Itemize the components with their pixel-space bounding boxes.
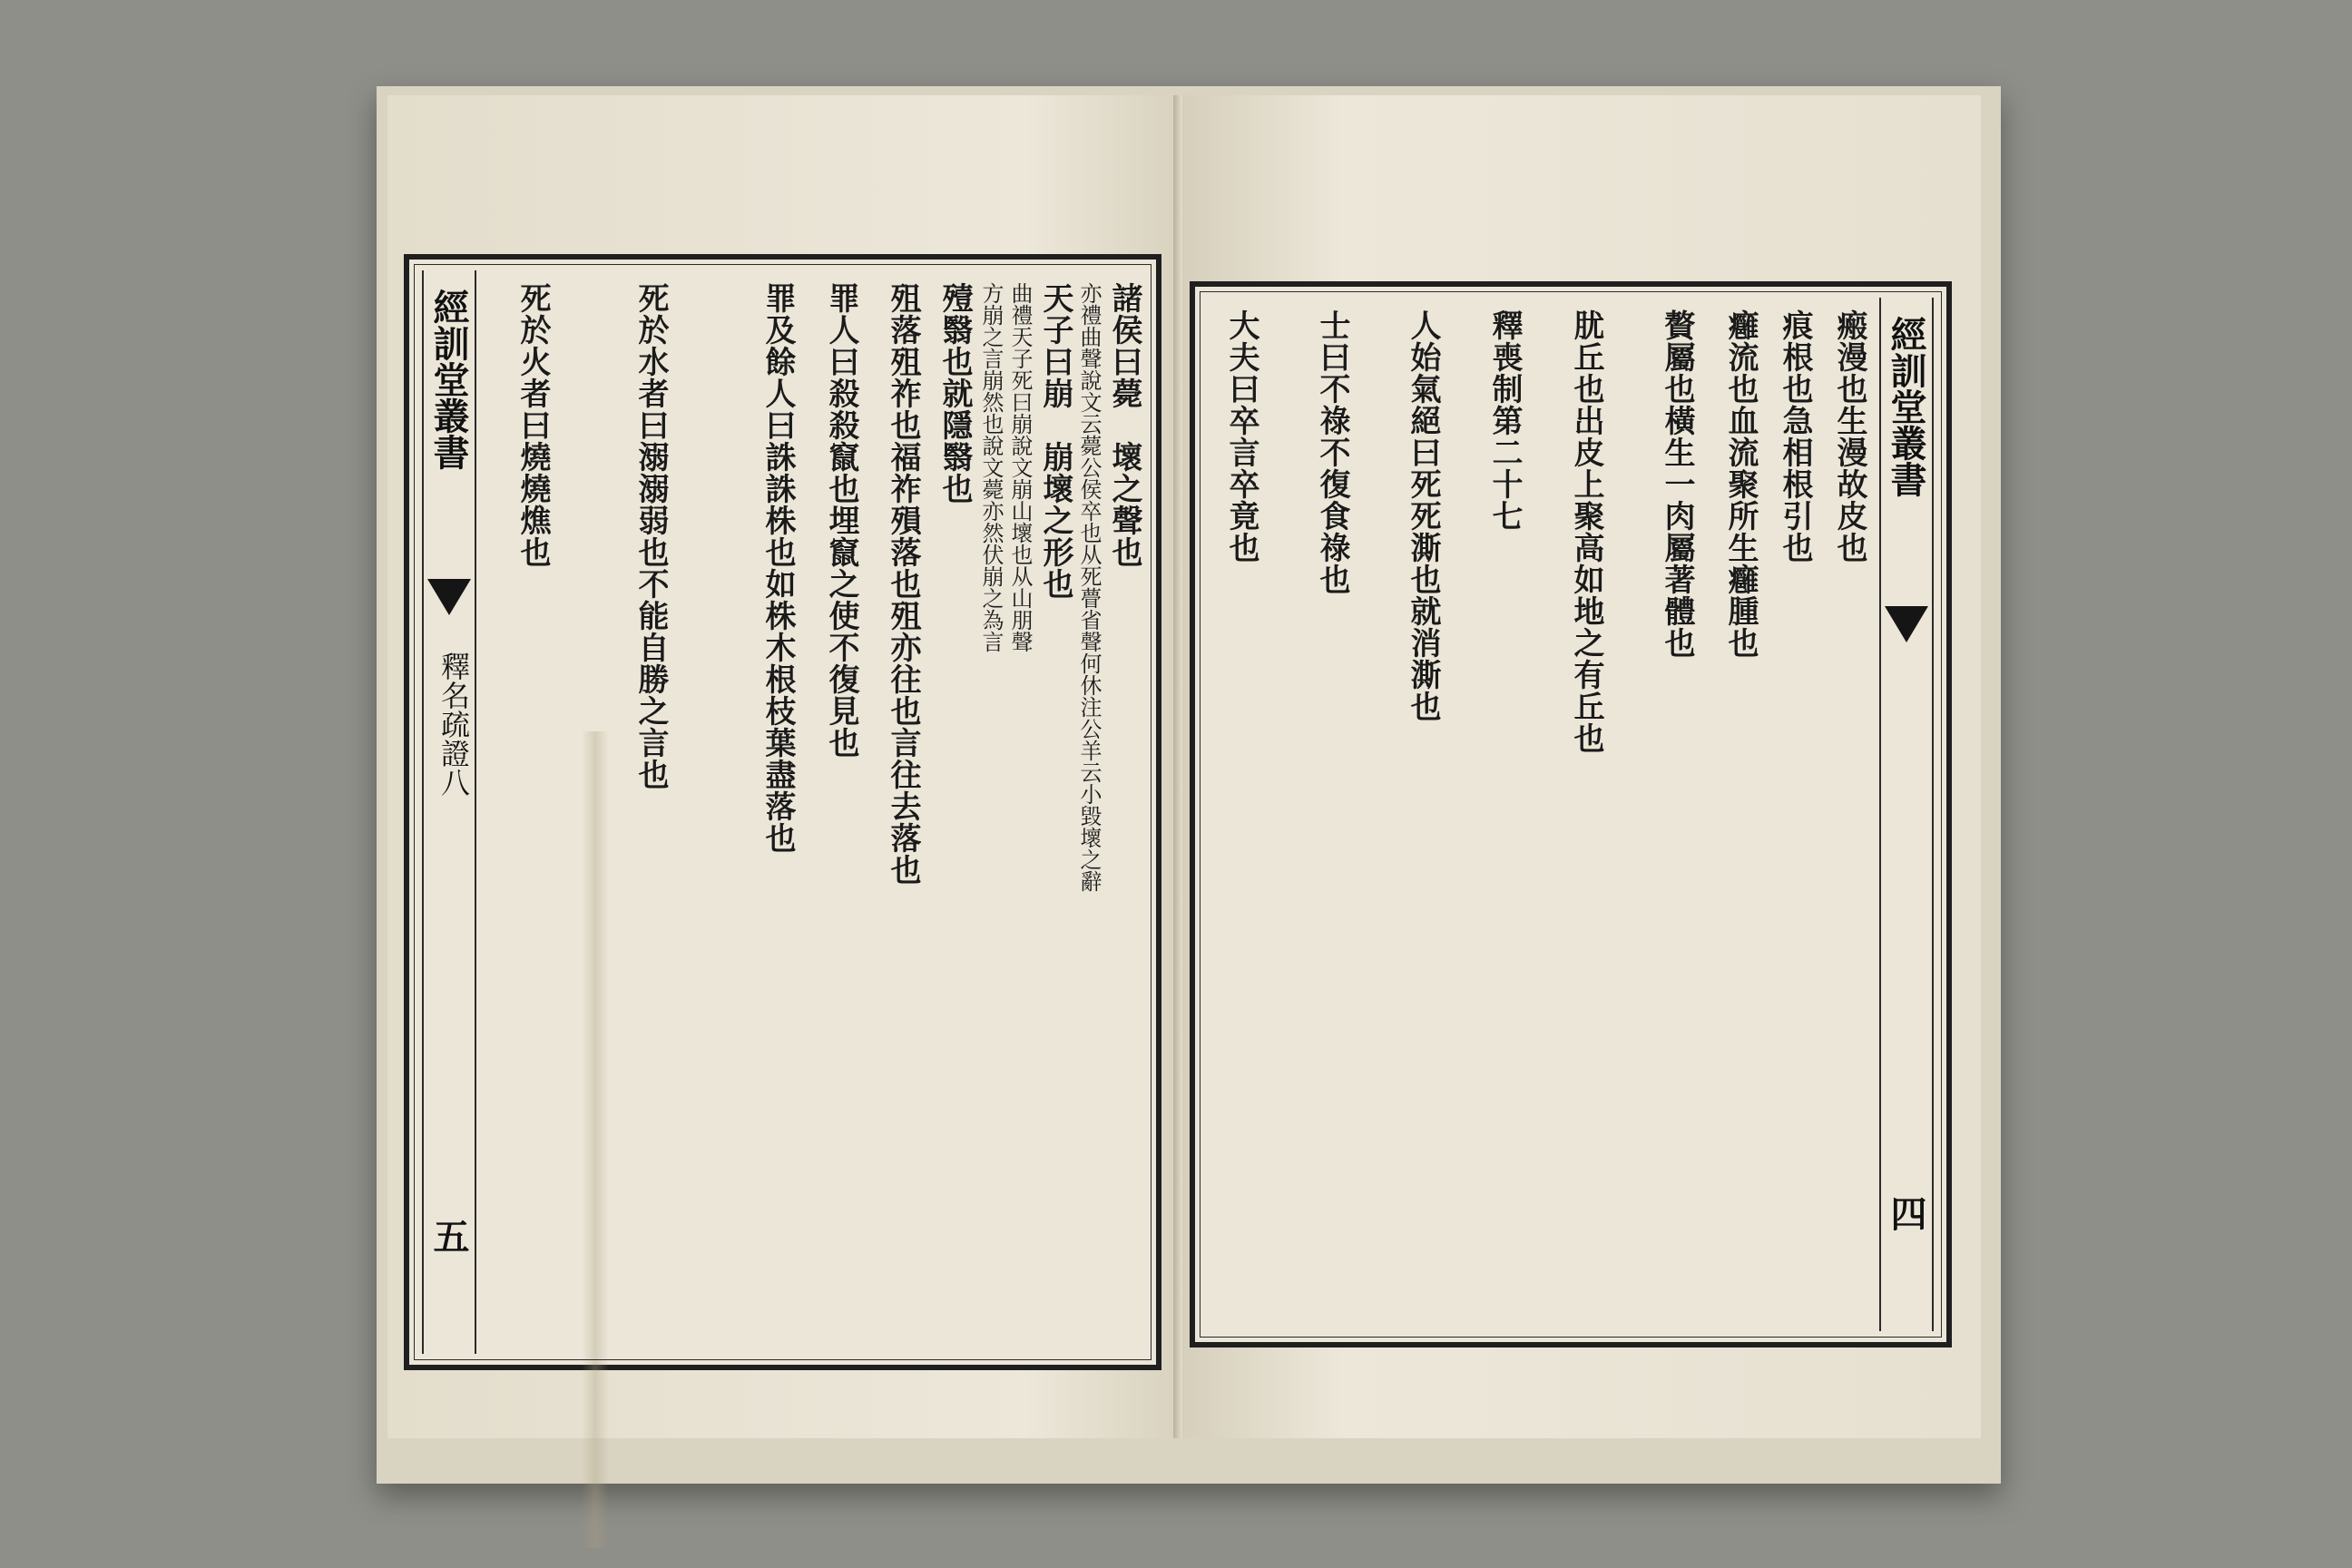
text-column: 人始氣絕曰死死澌也就消澌也 — [1405, 309, 1441, 722]
text-column: 死於火者曰燒燒燋也 — [514, 282, 551, 568]
left-page — [387, 95, 1186, 1438]
fishtail-mark — [427, 579, 471, 615]
right-text-frame — [1190, 281, 1952, 1348]
page-number: 四 — [1885, 1195, 1927, 1231]
text-column: 方崩之言崩然也說文薨亦然伏崩之為言 — [978, 282, 1004, 652]
paper-stain — [582, 731, 609, 1548]
text-column: 罪人曰殺殺竄也埋竄之使不復見也 — [823, 282, 859, 759]
text-column: 諸侯曰薨 壞之聲也 — [1106, 282, 1142, 568]
book-title: 經訓堂叢書 — [427, 289, 470, 470]
open-book — [377, 86, 2001, 1484]
text-column: 亦禮曲聲說文云薨公侯卒也从死瞢省聲何休注公羊云小毀壞之辭 — [1076, 282, 1102, 892]
page-margin-banner — [1879, 298, 1934, 1331]
book-title: 經訓堂叢書 — [1885, 316, 1927, 497]
text-column: 罪及餘人曰誅誅株也如株木根枝葉盡落也 — [760, 282, 796, 854]
text-column: 曲禮天子死曰崩說文崩山壞也从山朋聲 — [1007, 282, 1033, 652]
text-column: 死於水者曰溺溺弱也不能自勝之言也 — [632, 282, 669, 790]
text-column: 殂落殂祚也福祚殞落也殂亦往也言往去落也 — [885, 282, 921, 886]
right-page — [1182, 95, 1981, 1438]
text-column: 大夫曰卒言卒竟也 — [1223, 309, 1259, 564]
text-column: 肬丘也出皮上聚高如地之有丘也 — [1568, 309, 1604, 754]
fishtail-mark — [1885, 606, 1928, 642]
text-column: 贅屬也橫生一肉屬著體也 — [1659, 309, 1695, 659]
section-heading: 釋喪制第二十七 — [1486, 309, 1523, 532]
text-column: 癰流也血流聚所生癰腫也 — [1722, 309, 1759, 659]
left-text-frame — [404, 254, 1161, 1370]
page-number: 五 — [427, 1218, 470, 1254]
text-column: 痕根也急相根引也 — [1777, 309, 1813, 564]
text-column: 士曰不祿不復食祿也 — [1314, 309, 1350, 595]
chapter-label: 釋名疏證八 — [436, 652, 471, 797]
page-margin-banner — [422, 270, 476, 1354]
text-column: 天子曰崩 崩壞之形也 — [1037, 282, 1073, 600]
text-column: 殪翳也就隱翳也 — [936, 282, 973, 505]
text-column: 瘢漫也生漫故皮也 — [1831, 309, 1867, 564]
